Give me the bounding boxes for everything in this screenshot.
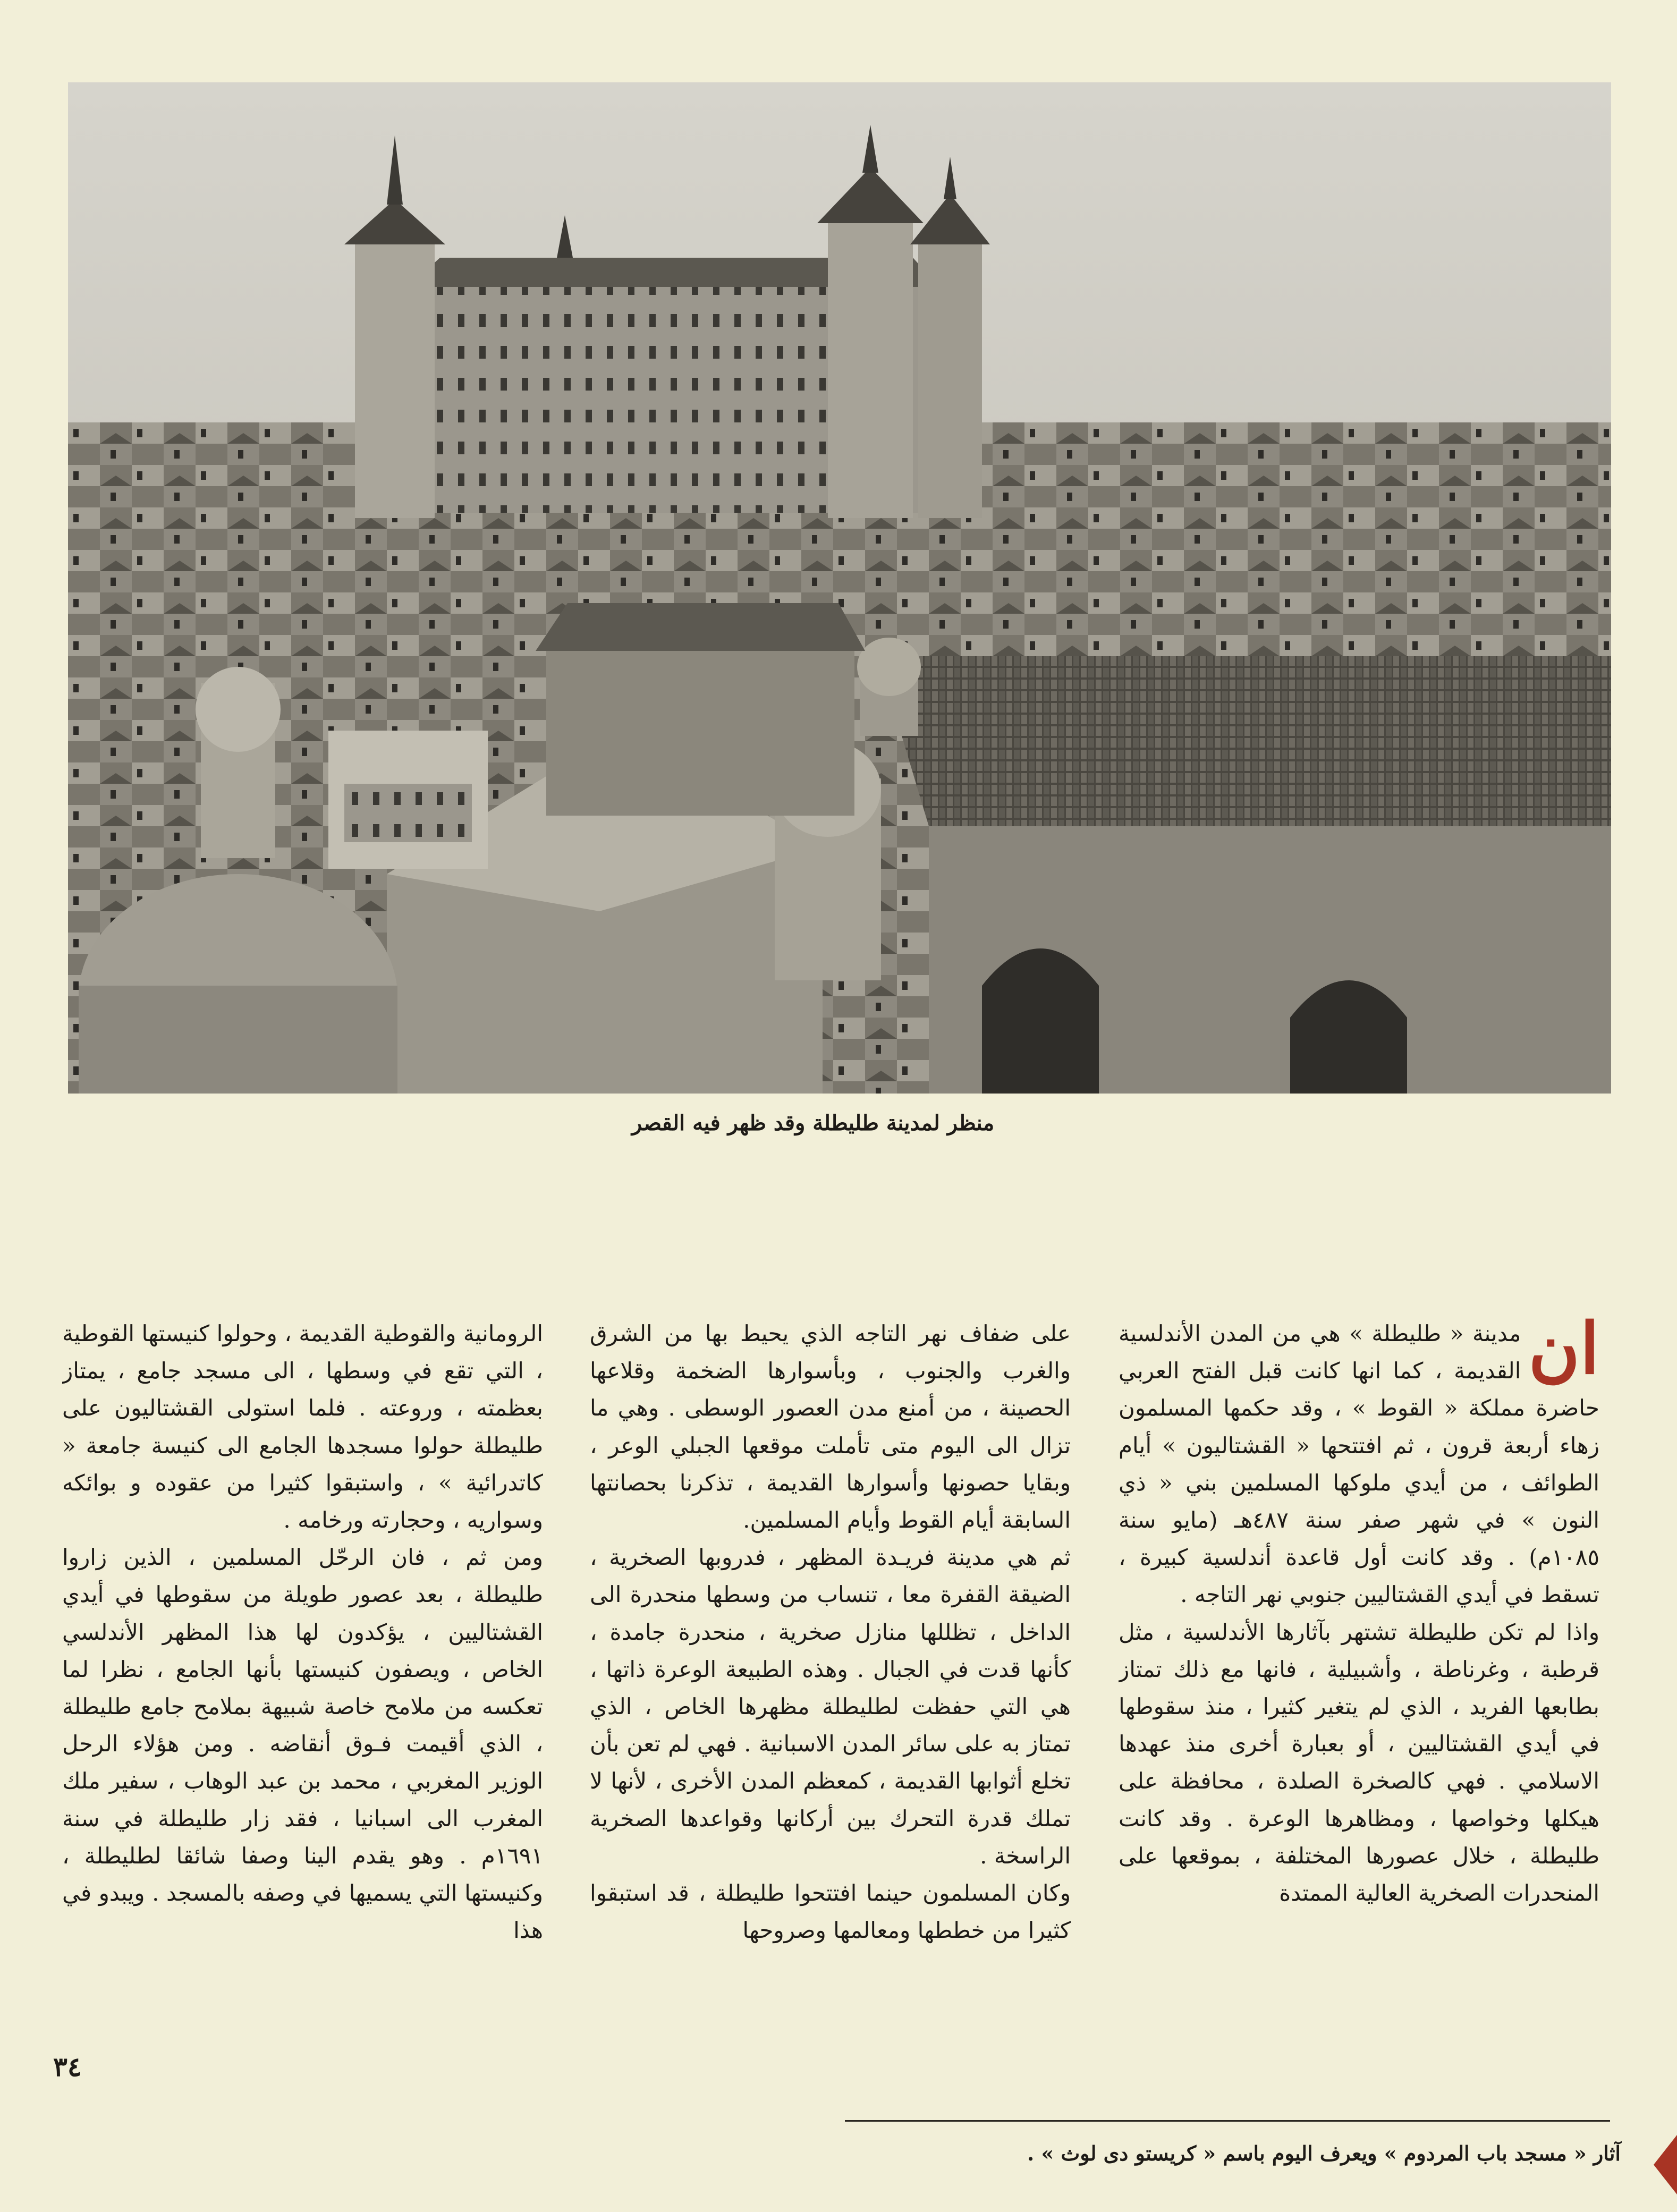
paragraph: واذا لم تكن طليطلة تشتهر بآثارها الأندلسية ، مثل قرطبة ، وغرناطة ، وأشبيلية ، فانها مع ذلك تمتاز بطابعها الفريد ، الذي لم يتغير كثيرا ، منذ سقوطها في أيدي القشتاليين ، أو بعبارة أخرى منذ عهدها الاسلامي . فهي كالصخرة الصلدة ، محافظة على هيكلها وخواصها ، ومظاهرها الوعرة . وقد كانت طليطلة ، خلال عصورها المختلفة ، بموقعها على المنحدرات الصخرية العالية الممتدة <box>1119 1618 1599 1906</box>
paragraph: على ضفاف نهر التاجه الذي يحيط بها من الشرق والغرب والجنوب ، وبأسوارها الضخمة وقلاعها الحصينة ، من أمنع مدن العصور الوسطى . وهي ما تزال الى اليوم متى تأملت موقعها الجبلي الوعر ، وبقايا حصونها وأسوارها القديمة ، تذكرنا بحصانتها السابقة أيام القوط وأيام المسلمين. <box>590 1320 1071 1533</box>
page-number: ٣٤ <box>53 2051 82 2082</box>
paragraph: ومن ثم ، فان الرحّل المسلمين ، الذين زاروا طليطلة ، بعد عصور طويلة من سقوطها في أيدي القشتاليين ، يؤكدون لها هذا المظهر الأندلسي الخاص ، ويصفون كنيستها بأنها الجامع ، نظرا لما تعكسه من ملامح خاصة شبيهة بملامح جامع طليطلة ، الذي أقيمت فـوق أنقاضه . ومن هؤلاء الرحل الوزير المغربي ، محمد بن عبد الوهاب ، سفير ملك المغرب الى اسبانيا ، فقد زار طليطلة في سنة ١٦٩١م . وهو يقدم الينا وصفا شائقا لطليطلة ، وكنيستها التي يسميها في وصفه بالمسجد . ويبدو في هذا <box>62 1544 543 1944</box>
figure-caption: منظر لمدينة طليطلة وقد ظهر فيه القصر <box>631 1111 995 1135</box>
toledo-photo-illustration <box>68 82 1611 1094</box>
article-column-left <box>62 1315 543 2043</box>
footnote: آثار « مسجد باب المردوم » ويعرف اليوم باسم « كريستو دى لوث » . <box>1027 2141 1621 2165</box>
paragraph: وكان المسلمون حينما افتتحوا طليطلة ، قد استبقوا كثيرا من خططها ومعالمها وصروحها <box>590 1880 1071 1944</box>
toledo-photo <box>68 82 1611 1094</box>
article-column-right <box>1119 1315 1599 2043</box>
footnote-divider <box>845 2120 1610 2122</box>
page-tab-arrow-icon <box>1654 2135 1677 2194</box>
paragraph: مدينة « طليطلة » هي من المدن الأندلسية القديمة ، كما انها كانت قبل الفتح العربي حاضرة مملكة « القوط » ، وقد حكمها المسلمون زهاء أربعة قرون ، ثم افتتحها « القشتاليون » أيام الطوائف ، من أيدي ملوكها المسلمين بني « ذي النون » في شهر صفر سنة ٤٨٧هـ (مايو سنة ١٠٨٥م) . وقد كانت أول قاعدة أندلسية كبيرة ، تسقط في أيدي القشتاليين جنوبي نهر التاجه . <box>1119 1320 1599 1608</box>
paragraph: الرومانية والقوطية القديمة ، وحولوا كنيستها القوطية ، التي تقع في وسطها ، الى مسجد جامع ، يمتاز بعظمته ، وروعته . فلما استولى القشتاليون على طليطلة حولوا مسجدها الجامع الى كنيسة جامعة « كاتدرائية » ، واستبقوا كثيرا من عقوده و بوائكه وسواريه ، وحجارته ورخامه . <box>62 1320 543 1533</box>
article-column-middle <box>590 1315 1071 2043</box>
paragraph: ثم هي مدينة فريـدة المظهر ، فدروبها الصخرية ، الضيقة القفرة معا ، تنساب من وسطها منحدرة الى الداخل ، تظللها منازل صخرية ، منحدرة جامدة ، كأنها قدت في الجبال . وهذه الطبيعة الوعرة ذاتها ، هي التي حفظت لطليطلة مظهرها الخاص ، الذي تمتاز به على سائر المدن الاسبانية . فهي لم تعن بأن تخلع أثوابها القديمة ، كمعظم المدن الأخرى ، لأنها لا تملك قدرة التحرك بين أركانها وقواعدها الصخرية الراسخة . <box>590 1544 1071 1869</box>
dropcap: ان <box>1528 1315 1599 1390</box>
